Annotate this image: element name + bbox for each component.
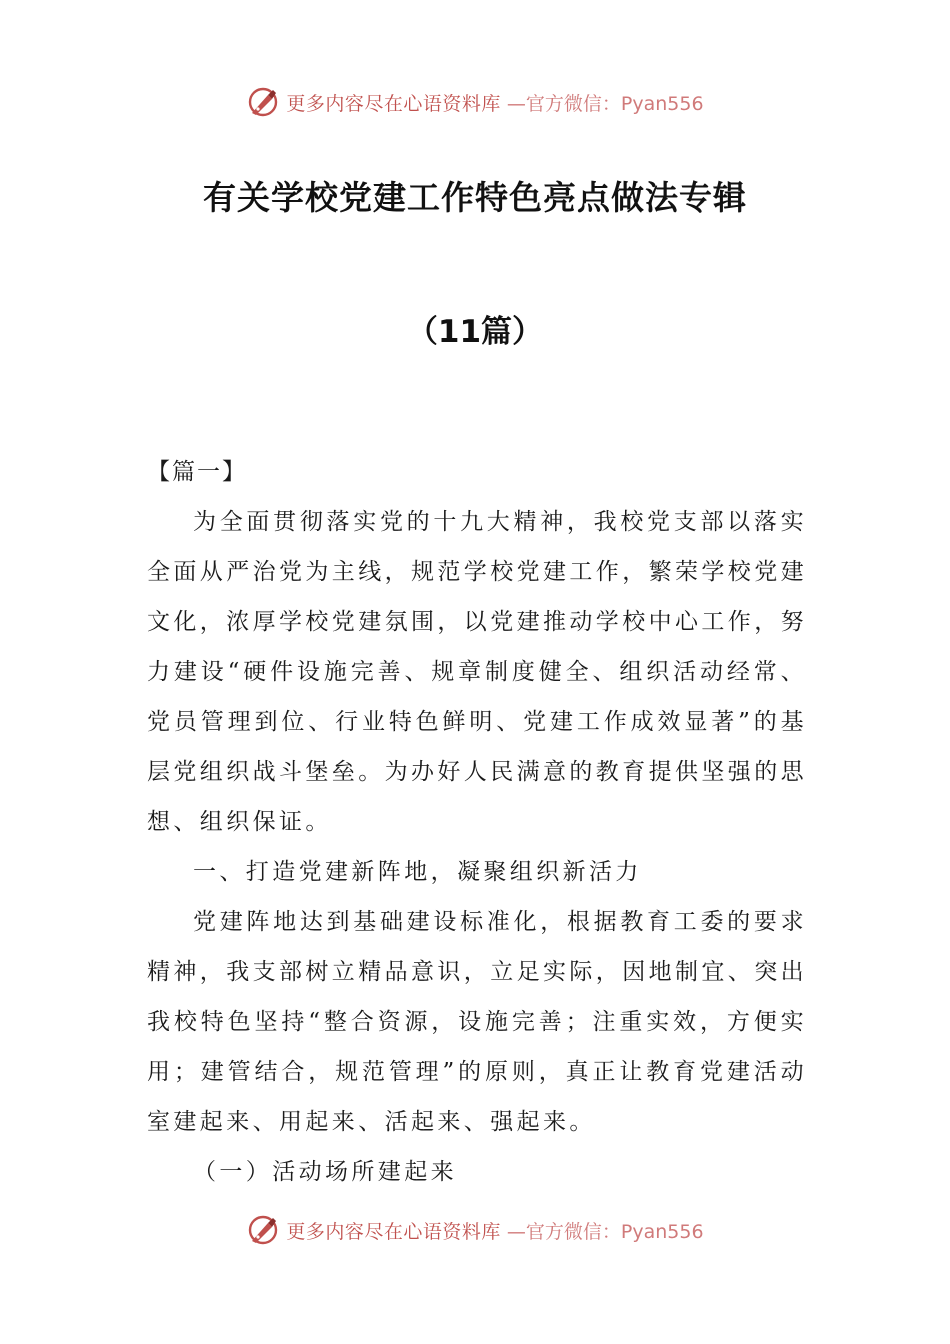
header-brand-text: 更多内容尽在心语资料库 [286,92,501,115]
header-wechat-text: —官方微信：Pyan556 [506,92,704,115]
section-label: 【篇一】 [147,459,247,485]
subsection-heading: （一）活动场所建起来 [193,1159,457,1185]
document-title: 有关学校党建工作特色亮点做法专辑 [203,178,747,217]
footer-wechat-text: —官方微信：Pyan556 [506,1220,704,1243]
pen-logo-icon [246,85,280,119]
body-paragraph: 党建阵地达到基础建设标准化，根据教育工委的要求精神，我支部树立精品意识，立足实际，因地制宜、突出我校特色坚持“整合资源，设施完善；注重实效，方便实用；建管结合，规范管理”的原则，真正让教育党建活动室建起来、用起来、活起来、强起来。 [147,909,807,1135]
document-subtitle: （11篇） [406,314,544,350]
footer-brand-text: 更多内容尽在心语资料库 [286,1220,501,1243]
header-banner [0,82,950,122]
pen-logo-icon [246,1213,280,1247]
document-body [147,447,807,1197]
section-heading: 一、打造党建新阵地，凝聚组织新活力 [193,859,642,885]
body-paragraph: 为全面贯彻落实党的十九大精神，我校党支部以落实全面从严治党为主线，规范学校党建工作，繁荣学校党建文化，浓厚学校党建氛围，以党建推动学校中心工作，努力建设“硬件设施完善、规章制度健全、组织活动经常、党员管理到位、行业特色鲜明、党建工作成效显著”的基层党组织战斗堡垒。为办好人民满意的教育提供坚强的思想、组织保证。 [147,509,807,835]
footer-banner [0,1210,950,1250]
